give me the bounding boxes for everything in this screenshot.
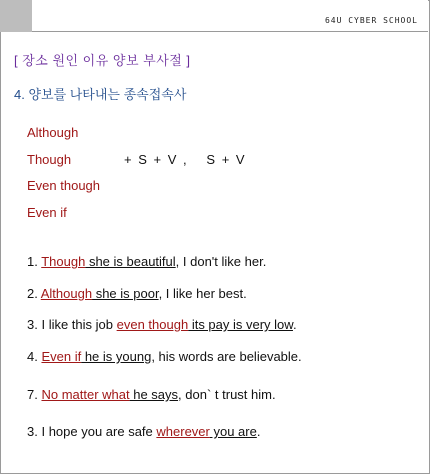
- sentence-end: .: [256, 424, 261, 439]
- conjunction-highlight: Although: [40, 286, 93, 301]
- clause-underline: you are: [209, 424, 257, 439]
- main-clause: I like this job: [41, 317, 117, 332]
- sentence-end: .: [292, 317, 297, 332]
- main-clause: I hope you are safe: [41, 424, 157, 439]
- conjunction-although: Although: [27, 125, 79, 140]
- conjunction-highlight: wherever: [156, 424, 210, 439]
- example-sentence: [27, 349, 302, 364]
- sentence-number: 2.: [27, 286, 38, 301]
- structure-formula: + S + V , S + V: [124, 152, 245, 167]
- conjunction-highlight: Though: [41, 254, 86, 269]
- main-clause: , his words are believable.: [151, 349, 302, 364]
- conjunction-even-if: Even if: [27, 205, 67, 220]
- brand-label: 64U CYBER SCHOOL: [324, 16, 418, 25]
- conjunction-highlight: Even if: [41, 349, 82, 364]
- example-sentence: [27, 424, 260, 439]
- conjunction-highlight: even though: [116, 317, 189, 332]
- conjunction-highlight: No matter what: [41, 387, 130, 402]
- clause-underline: she is beautiful: [85, 254, 176, 269]
- section-subtitle: 4. 양보를 나타내는 종속접속사: [14, 87, 187, 102]
- clause-underline: she is poor: [92, 286, 159, 301]
- clause-underline: he says: [129, 387, 179, 402]
- sentence-number: 3.: [27, 424, 38, 439]
- sentence-number: 4.: [27, 349, 38, 364]
- conjunction-even-though: Even though: [27, 178, 101, 193]
- conjunction-though: Though: [27, 152, 72, 167]
- topic-title: [ 장소 원인 이유 양보 부사절 ]: [14, 53, 191, 68]
- sentence-number: 1.: [27, 254, 38, 269]
- sentence-number: 7.: [27, 387, 38, 402]
- header-bar: [0, 0, 428, 32]
- clause-underline: he is young: [81, 349, 152, 364]
- clause-underline: its pay is very low: [188, 317, 293, 332]
- example-sentence: [27, 387, 276, 402]
- main-clause: , don` t trust him.: [178, 387, 276, 402]
- example-sentence: [27, 317, 297, 332]
- sentence-number: 3.: [27, 317, 38, 332]
- example-sentence: [27, 254, 266, 269]
- main-clause: , I like her best.: [158, 286, 247, 301]
- header-divider: [32, 31, 428, 32]
- example-sentence: [27, 286, 247, 301]
- header-corner-block: [0, 0, 32, 32]
- main-clause: , I don't like her.: [175, 254, 267, 269]
